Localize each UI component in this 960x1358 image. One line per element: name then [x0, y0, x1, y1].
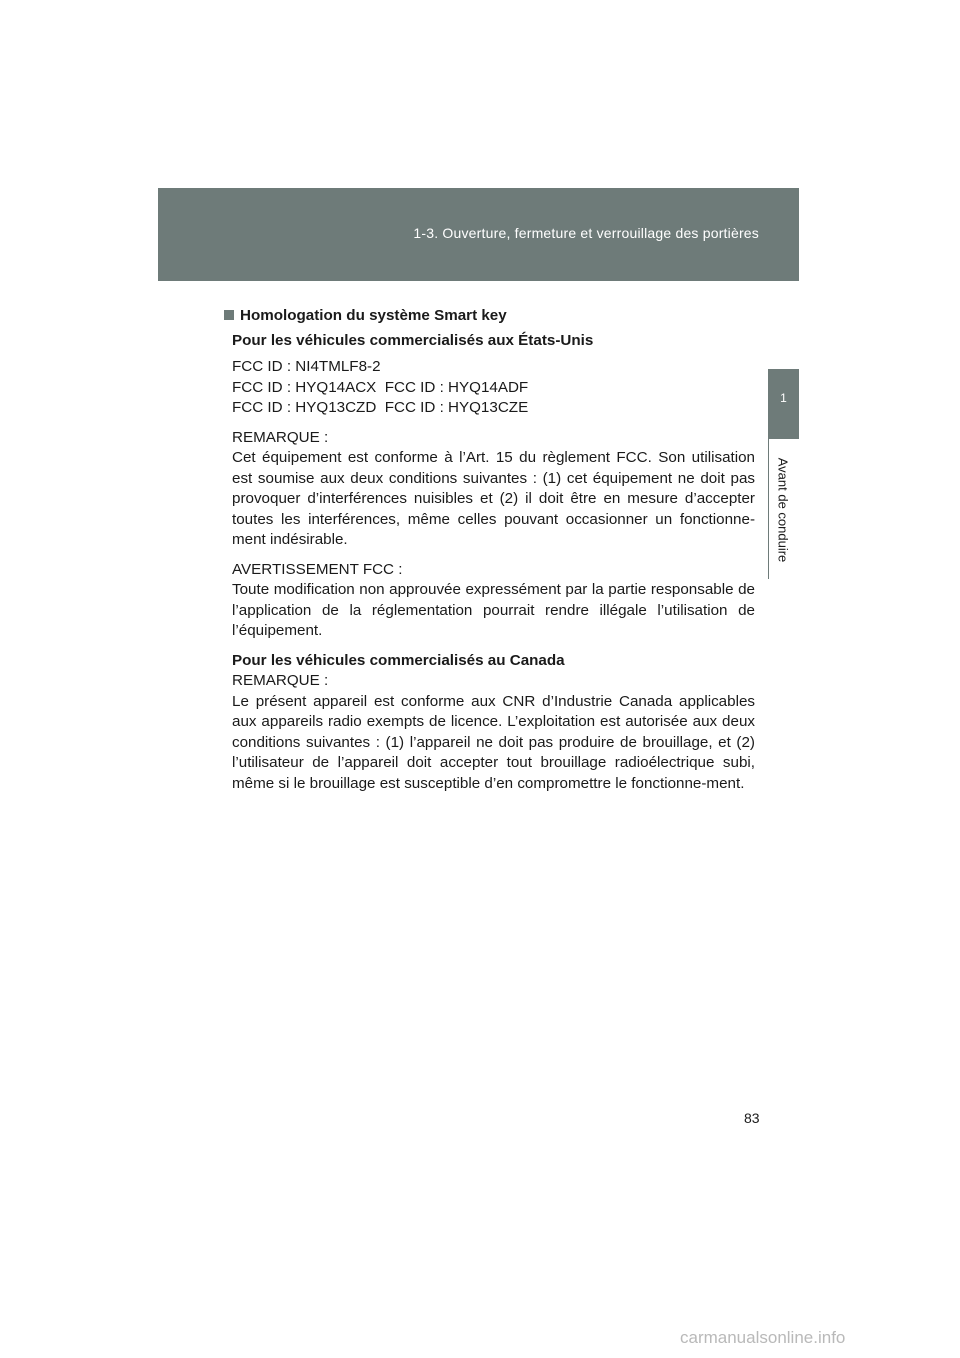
square-bullet-icon — [224, 310, 234, 320]
canada-block — [232, 651, 755, 795]
avertissement — [232, 560, 755, 642]
fcc-id-line: FCC ID : HYQ13CZD FCC ID : HYQ13CZE — [232, 399, 529, 416]
canada-heading: Pour les véhicules commercialisés au Canada — [232, 651, 565, 669]
us-heading: Pour les véhicules commercialisés aux États-Unis — [232, 331, 594, 349]
page-content — [224, 306, 755, 803]
fcc-id-line: FCC ID : NI4TMLF8-2 — [232, 358, 381, 375]
section-title: Homologation du système Smart key — [240, 307, 507, 324]
chapter-tab-label: Avant de conduire — [775, 457, 791, 563]
remarque-us-text: Cet équipement est conforme à l’Art. 15 du règlement FCC. Son utilisation est soumise aux deux conditions suivantes : (1) cet équipement ne doit pas provoquer d’interférences nuisibles et (2) il doit être en mesure d’accepter toutes les interférences, même celles pouvant occasionner un fonctionne-ment indésirable. — [232, 449, 755, 548]
avertissement-label: AVERTISSEMENT FCC : — [232, 560, 403, 578]
watermark: carmanualsonline.info — [680, 1328, 846, 1347]
chapter-tab — [768, 369, 799, 439]
remarque-us — [232, 428, 755, 551]
remarque-canada-text: Le présent appareil est conforme aux CNR d’Industrie Canada applicables aux appareils radio exempts de licence. L’exploitation est autorisée aux deux conditions suivantes : (1) l’appareil ne doit pas produire de brouillage, et (2) l’utilisateur de l’appareil doit accepter tout brouillage radioélectrique subi, même si le brouillage est susceptible d’en compromettre le fonctionne-ment. — [232, 692, 755, 792]
remarque-label: REMARQUE : — [232, 428, 329, 446]
chapter-tab-number: 1 — [780, 391, 787, 405]
chapter-header — [158, 188, 799, 281]
chapter-title: 1-3. Ouverture, fermeture et verrouillage des portières — [413, 225, 759, 241]
fcc-id-list — [232, 357, 755, 419]
section-body — [224, 331, 755, 795]
page-number: 83 — [744, 1110, 760, 1126]
fcc-id-line: FCC ID : HYQ14ACX FCC ID : HYQ14ADF — [232, 378, 529, 396]
remarque-label: REMARQUE : — [232, 672, 329, 689]
side-divider — [768, 439, 769, 579]
avertissement-text: Toute modification non approuvée expressément par la partie responsable de l’application de la réglementation pourrait rendre illégale l’utilisation de l’équipement. — [232, 581, 755, 639]
section-heading — [224, 306, 755, 327]
